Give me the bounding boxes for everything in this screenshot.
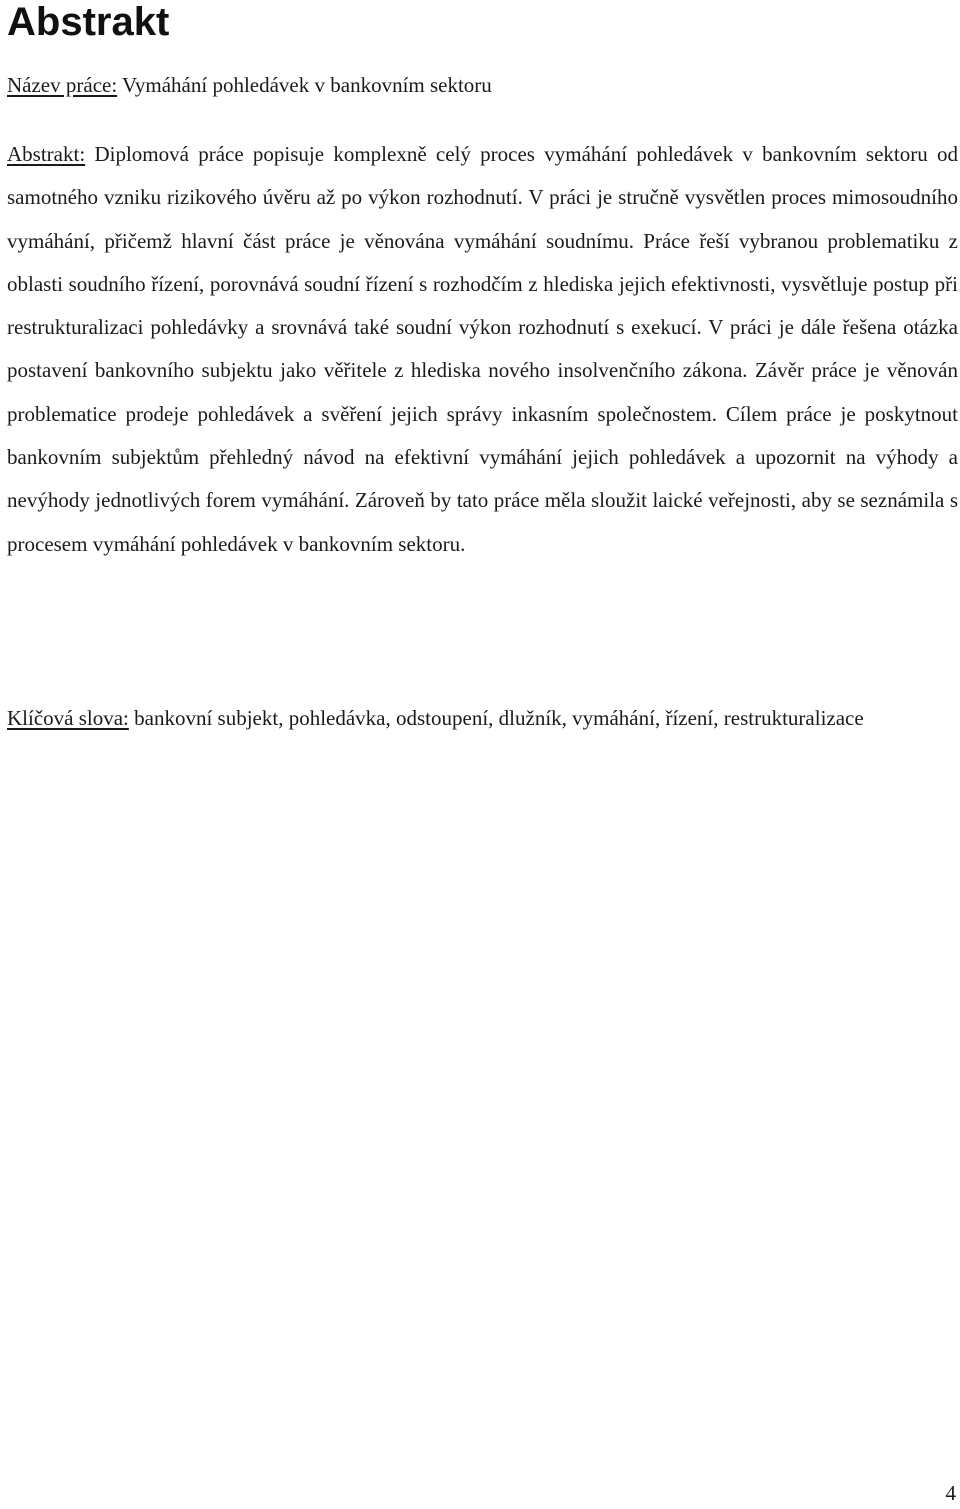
page-number: 4 xyxy=(945,1481,956,1505)
keywords-field xyxy=(7,697,958,740)
keywords-label: Klíčová slova: xyxy=(7,706,129,730)
thesis-title-label: Název práce: xyxy=(7,73,118,97)
thesis-title-field xyxy=(7,64,958,107)
abstract-label: Abstrakt: xyxy=(7,142,86,166)
keywords-text: bankovní subjekt, pohledávka, odstoupení, dlužník, vymáhání, řízení, restrukturalizace xyxy=(134,706,864,730)
page-heading: Abstrakt xyxy=(7,0,170,44)
thesis-title-value: Vymáhání pohledávek v bankovním sektoru xyxy=(122,73,492,97)
abstract-text: Diplomová práce popisuje komplexně celý proces vymáhání pohledávek v bankovním sektoru od samotného vzniku rizikového úvěru až po výkon rozhodnutí. V práci je stručně vysvětlen proces mimosoudního vymáhání, přičemž hlavní část práce je věnována vymáhání soudnímu. Práce řeší vybranou problematiku z oblasti soudního řízení, porovnává soudní řízení s rozhodčím z hlediska jejich efektivnosti, vysvětluje postup při restrukturalizaci pohledávky a srovnává také soudní výkon rozhodnutí s exekucí. V práci je dále řešena otázka postavení bankovního subjektu jako věřitele z hlediska nového insolvenčního zákona. Závěr práce je věnován problematice prodeje pohledávek a svěření jejich správy inkasním společnostem. Cílem práce je poskytnout bankovním subjektům přehledný návod na efektivní vymáhání jejich pohledávek a upozornit na výhody a nevýhody jednotlivých forem vymáhání. Zároveň by tato práce měla sloužit laické veřejnosti, aby se seznámila s procesem vymáhání pohledávek v bankovním sektoru. xyxy=(7,142,959,556)
abstract-field xyxy=(7,133,958,566)
